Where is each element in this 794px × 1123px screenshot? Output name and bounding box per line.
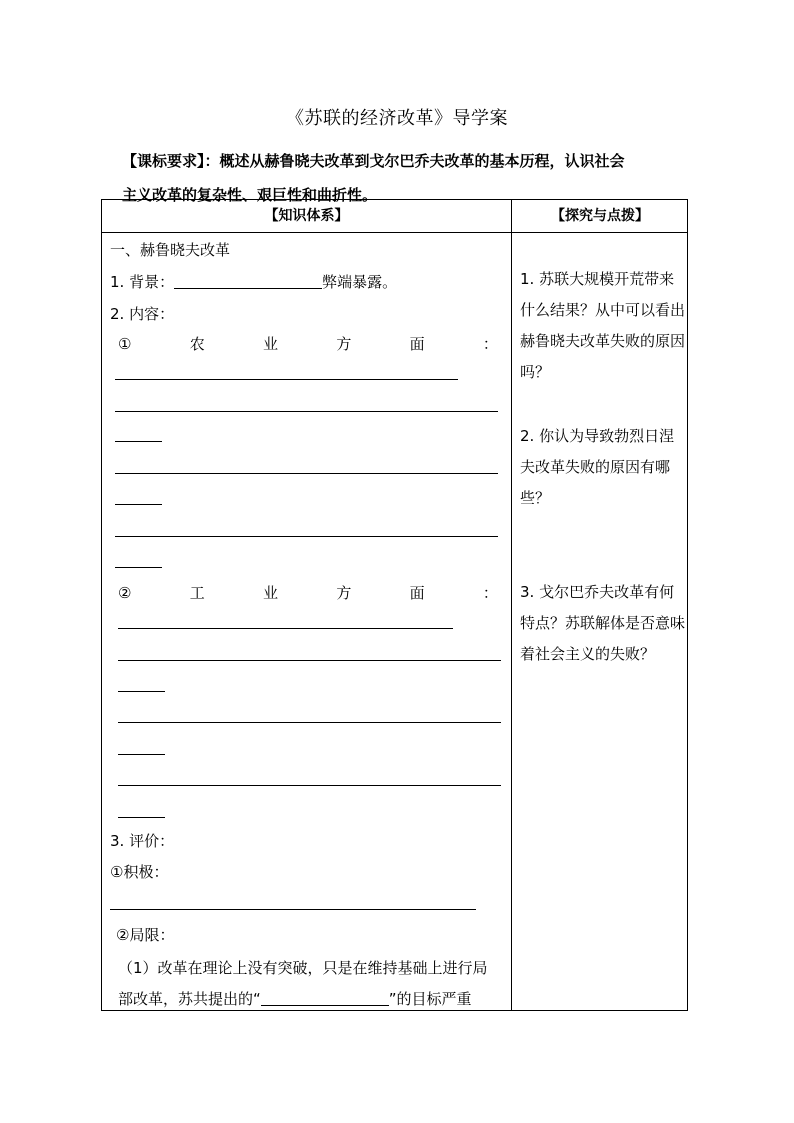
agriculture-heading [118, 334, 498, 354]
question-1: 1. 苏联大规模开荒带来什么结果？从中可以看出赫鲁晓夫改革失败的原因吗？ [520, 270, 686, 381]
item-evaluation: 3. 评价： [110, 832, 175, 850]
agri-char-6: ： [482, 335, 498, 353]
ind-char-4: 方 [336, 584, 352, 602]
agri-char-5: 面 [409, 335, 425, 353]
ind-char-6: ： [482, 584, 498, 602]
agri-char-1: ① [118, 335, 132, 353]
limitation-1-line-2 [118, 989, 472, 1009]
background-suffix: 弊端暴露。 [322, 273, 398, 291]
ind-char-2: 工 [189, 584, 205, 602]
study-table [101, 199, 688, 1011]
agriculture-blank-line[interactable] [115, 411, 498, 412]
ind-char-5: 面 [409, 584, 425, 602]
knowledge-system-header: 【知识体系】 [264, 208, 349, 224]
industry-blank-line[interactable] [118, 660, 501, 661]
agriculture-blank-line[interactable] [115, 379, 458, 380]
item-background [110, 272, 397, 292]
industry-blank-line[interactable] [118, 628, 453, 629]
section-khrushchev-reform: 一、赫鲁晓夫改革 [110, 241, 231, 259]
industry-blank-line[interactable] [118, 817, 165, 818]
industry-blank-line[interactable] [118, 691, 165, 692]
limitation-1-prefix: 部改革，苏共提出的“ [118, 990, 261, 1008]
goal-blank[interactable] [261, 989, 389, 1006]
limitation-1-line-1: （1）改革在理论上没有突破，只是在维持基础上进行局 [118, 959, 488, 977]
item-content: 2. 内容： [110, 305, 175, 323]
ind-char-1: ② [118, 584, 132, 602]
page-title: 《苏联的经济改革》导学案 [286, 108, 508, 129]
industry-blank-line[interactable] [118, 754, 165, 755]
agriculture-blank-line[interactable] [115, 567, 162, 568]
requirement-label: 【课标要求】 [122, 152, 205, 170]
explore-guide-header: 【探究与点拨】 [551, 208, 649, 224]
industry-heading [118, 583, 498, 603]
agriculture-blank-line[interactable] [115, 441, 162, 442]
positive-blank-line[interactable] [110, 909, 476, 910]
agri-char-4: 方 [336, 335, 352, 353]
question-2: 2. 你认为导致勃烈日涅夫改革失败的原因有哪些？ [520, 427, 675, 507]
ind-char-3: 业 [263, 584, 279, 602]
background-blank[interactable] [174, 272, 322, 289]
limitation-1-suffix: ”的目标严重 [388, 990, 472, 1008]
requirement-line-1 [122, 144, 682, 178]
agri-char-3: 业 [263, 335, 279, 353]
limitation-label: ②局限： [116, 926, 175, 944]
industry-blank-line[interactable] [118, 722, 501, 723]
background-label: 1. 背景： [110, 273, 175, 291]
header-divider [102, 232, 687, 233]
positive-label: ①积极： [110, 863, 169, 881]
agriculture-blank-line[interactable] [115, 504, 162, 505]
column-divider [511, 200, 512, 1010]
agri-char-2: 农 [189, 335, 205, 353]
requirement-text-2: 主义改革的复杂性、艰巨性和曲折性。 [122, 186, 378, 204]
question-3: 3. 戈尔巴乔夫改革有何特点？苏联解体是否意味着社会主义的失败？ [520, 583, 686, 663]
industry-blank-line[interactable] [118, 785, 501, 786]
requirement-text-1: ：概述从赫鲁晓夫改革到戈尔巴乔夫改革的基本历程，认识社会 [204, 152, 625, 170]
agriculture-blank-line[interactable] [115, 536, 498, 537]
agriculture-blank-line[interactable] [115, 473, 498, 474]
